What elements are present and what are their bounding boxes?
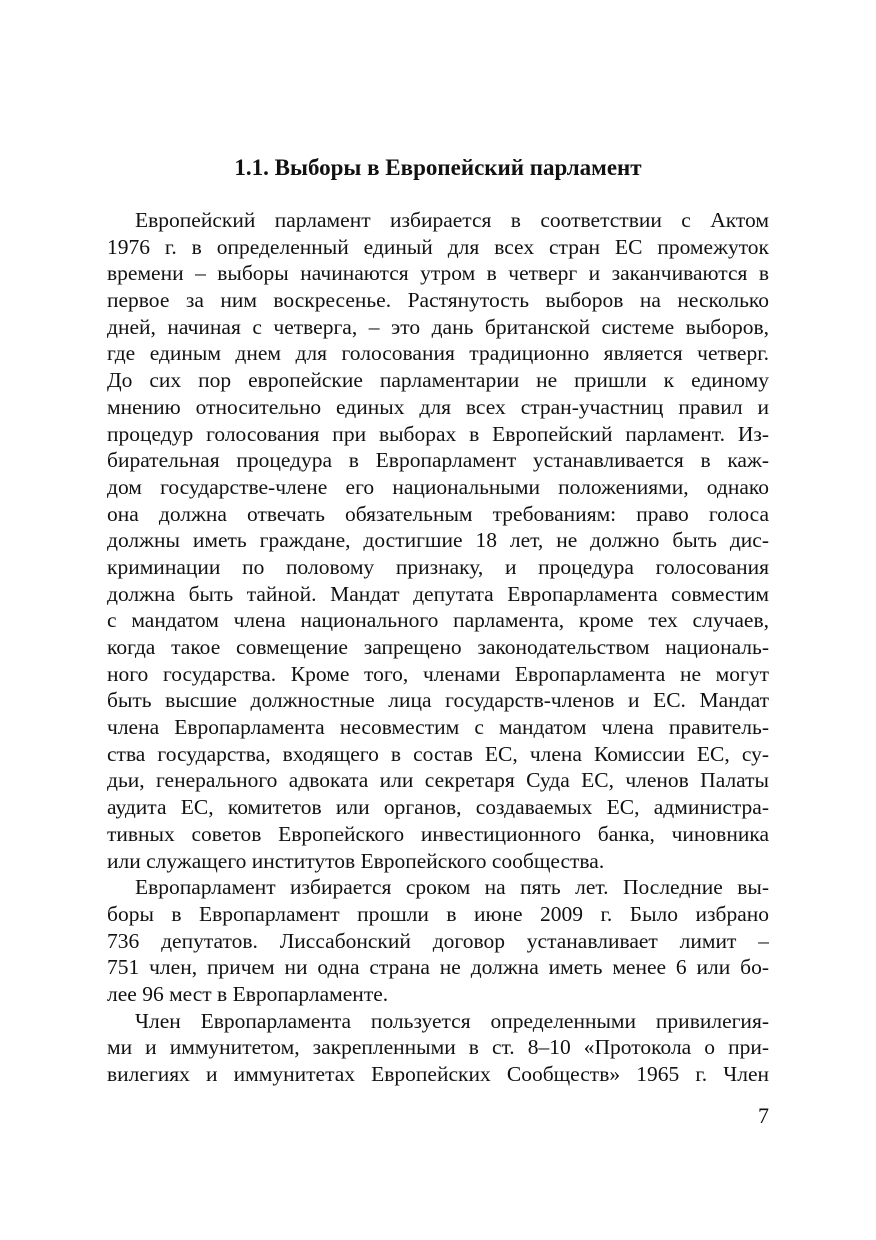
text-line: мнению относительно единых для всех стран-участниц правил и [107, 394, 769, 419]
text-line: быть высшие должностные лица государств-членов и ЕС. Мандат [107, 688, 769, 713]
text-line: дом государстве-члене его национальными положениями, однако [107, 474, 769, 499]
page-number: 7 [758, 1103, 769, 1128]
paragraph-2 [107, 874, 769, 1007]
text-line: 736 депутатов. Лиссабонский договор устанавливает лимит – [107, 928, 769, 953]
text-line: ства государства, входящего в состав ЕС, члена Комиссии ЕС, су- [107, 741, 769, 766]
text-line: времени – выборы начинаются утром в четверг и заканчиваются в [107, 261, 769, 286]
text-line: процедур голосования при выборах в Европейский парламент. Из- [107, 421, 769, 446]
body-text [107, 207, 769, 1088]
text-line: аудита ЕС, комитетов или органов, создаваемых ЕС, администра- [107, 795, 769, 820]
text-line: где единым днем для голосования традиционно является четверг. [107, 341, 769, 366]
text-line: первое за ним воскресенье. Растянутость выборов на несколько [107, 288, 769, 313]
text-line: дьи, генерального адвоката или секретаря Суда ЕС, членов Палаты [107, 768, 769, 793]
text-line: ми и иммунитетом, закрепленными в ст. 8–10 «Протокола о при- [107, 1035, 769, 1060]
text-line: должна быть тайной. Мандат депутата Европарламента совместим [107, 581, 769, 606]
paragraph-1 [107, 207, 769, 874]
text-line: бирательная процедура в Европарламент устанавливается в каж- [107, 448, 769, 473]
text-line: члена Европарламента несовместим с мандатом члена правитель- [107, 715, 769, 740]
text-line: лее 96 мест в Европарламенте. [107, 981, 389, 1006]
text-line: ного государства. Кроме того, членами Европарламента не могут [107, 661, 769, 686]
text-line: Европарламент избирается сроком на пять лет. Последние вы- [135, 875, 769, 900]
paragraph-3 [107, 1008, 769, 1088]
text-line: или служащего институтов Европейского сообщества. [107, 848, 605, 873]
text-line: должны иметь граждане, достигшие 18 лет, не должно быть дис- [107, 528, 769, 553]
text-line: тивных советов Европейского инвестиционного банка, чиновника [107, 821, 769, 846]
text-line: До сих пор европейские парламентарии не пришли к единому [107, 368, 769, 393]
text-line: вилегиях и иммунитетах Европейских Сообществ» 1965 г. Член [107, 1062, 769, 1086]
text-line: 1976 г. в определенный единый для всех стран ЕС промежуток [107, 234, 769, 259]
text-line: Европейский парламент избирается в соответствии с Актом [135, 208, 769, 232]
text-line: криминации по половому признаку, и процедура голосования [107, 554, 769, 579]
text-line: дней, начиная с четверга, – это дань британской системе выборов, [107, 314, 769, 339]
text-line: когда такое совмещение запрещено законодательством националь- [107, 635, 769, 659]
text-line: с мандатом члена национального парламента, кроме тех случаев, [107, 608, 769, 633]
text-line: 751 член, причем ни одна страна не должна иметь менее 6 или бо- [107, 955, 769, 980]
text-line: боры в Европарламент прошли в июне 2009 г. Было избрано [107, 901, 769, 926]
section-heading: 1.1. Выборы в Европейский парламент [234, 155, 642, 180]
text-line: она должна отвечать обязательным требованиям: право голоса [107, 501, 769, 526]
text-line: Член Европарламента пользуется определенными привилегия- [135, 1008, 769, 1033]
